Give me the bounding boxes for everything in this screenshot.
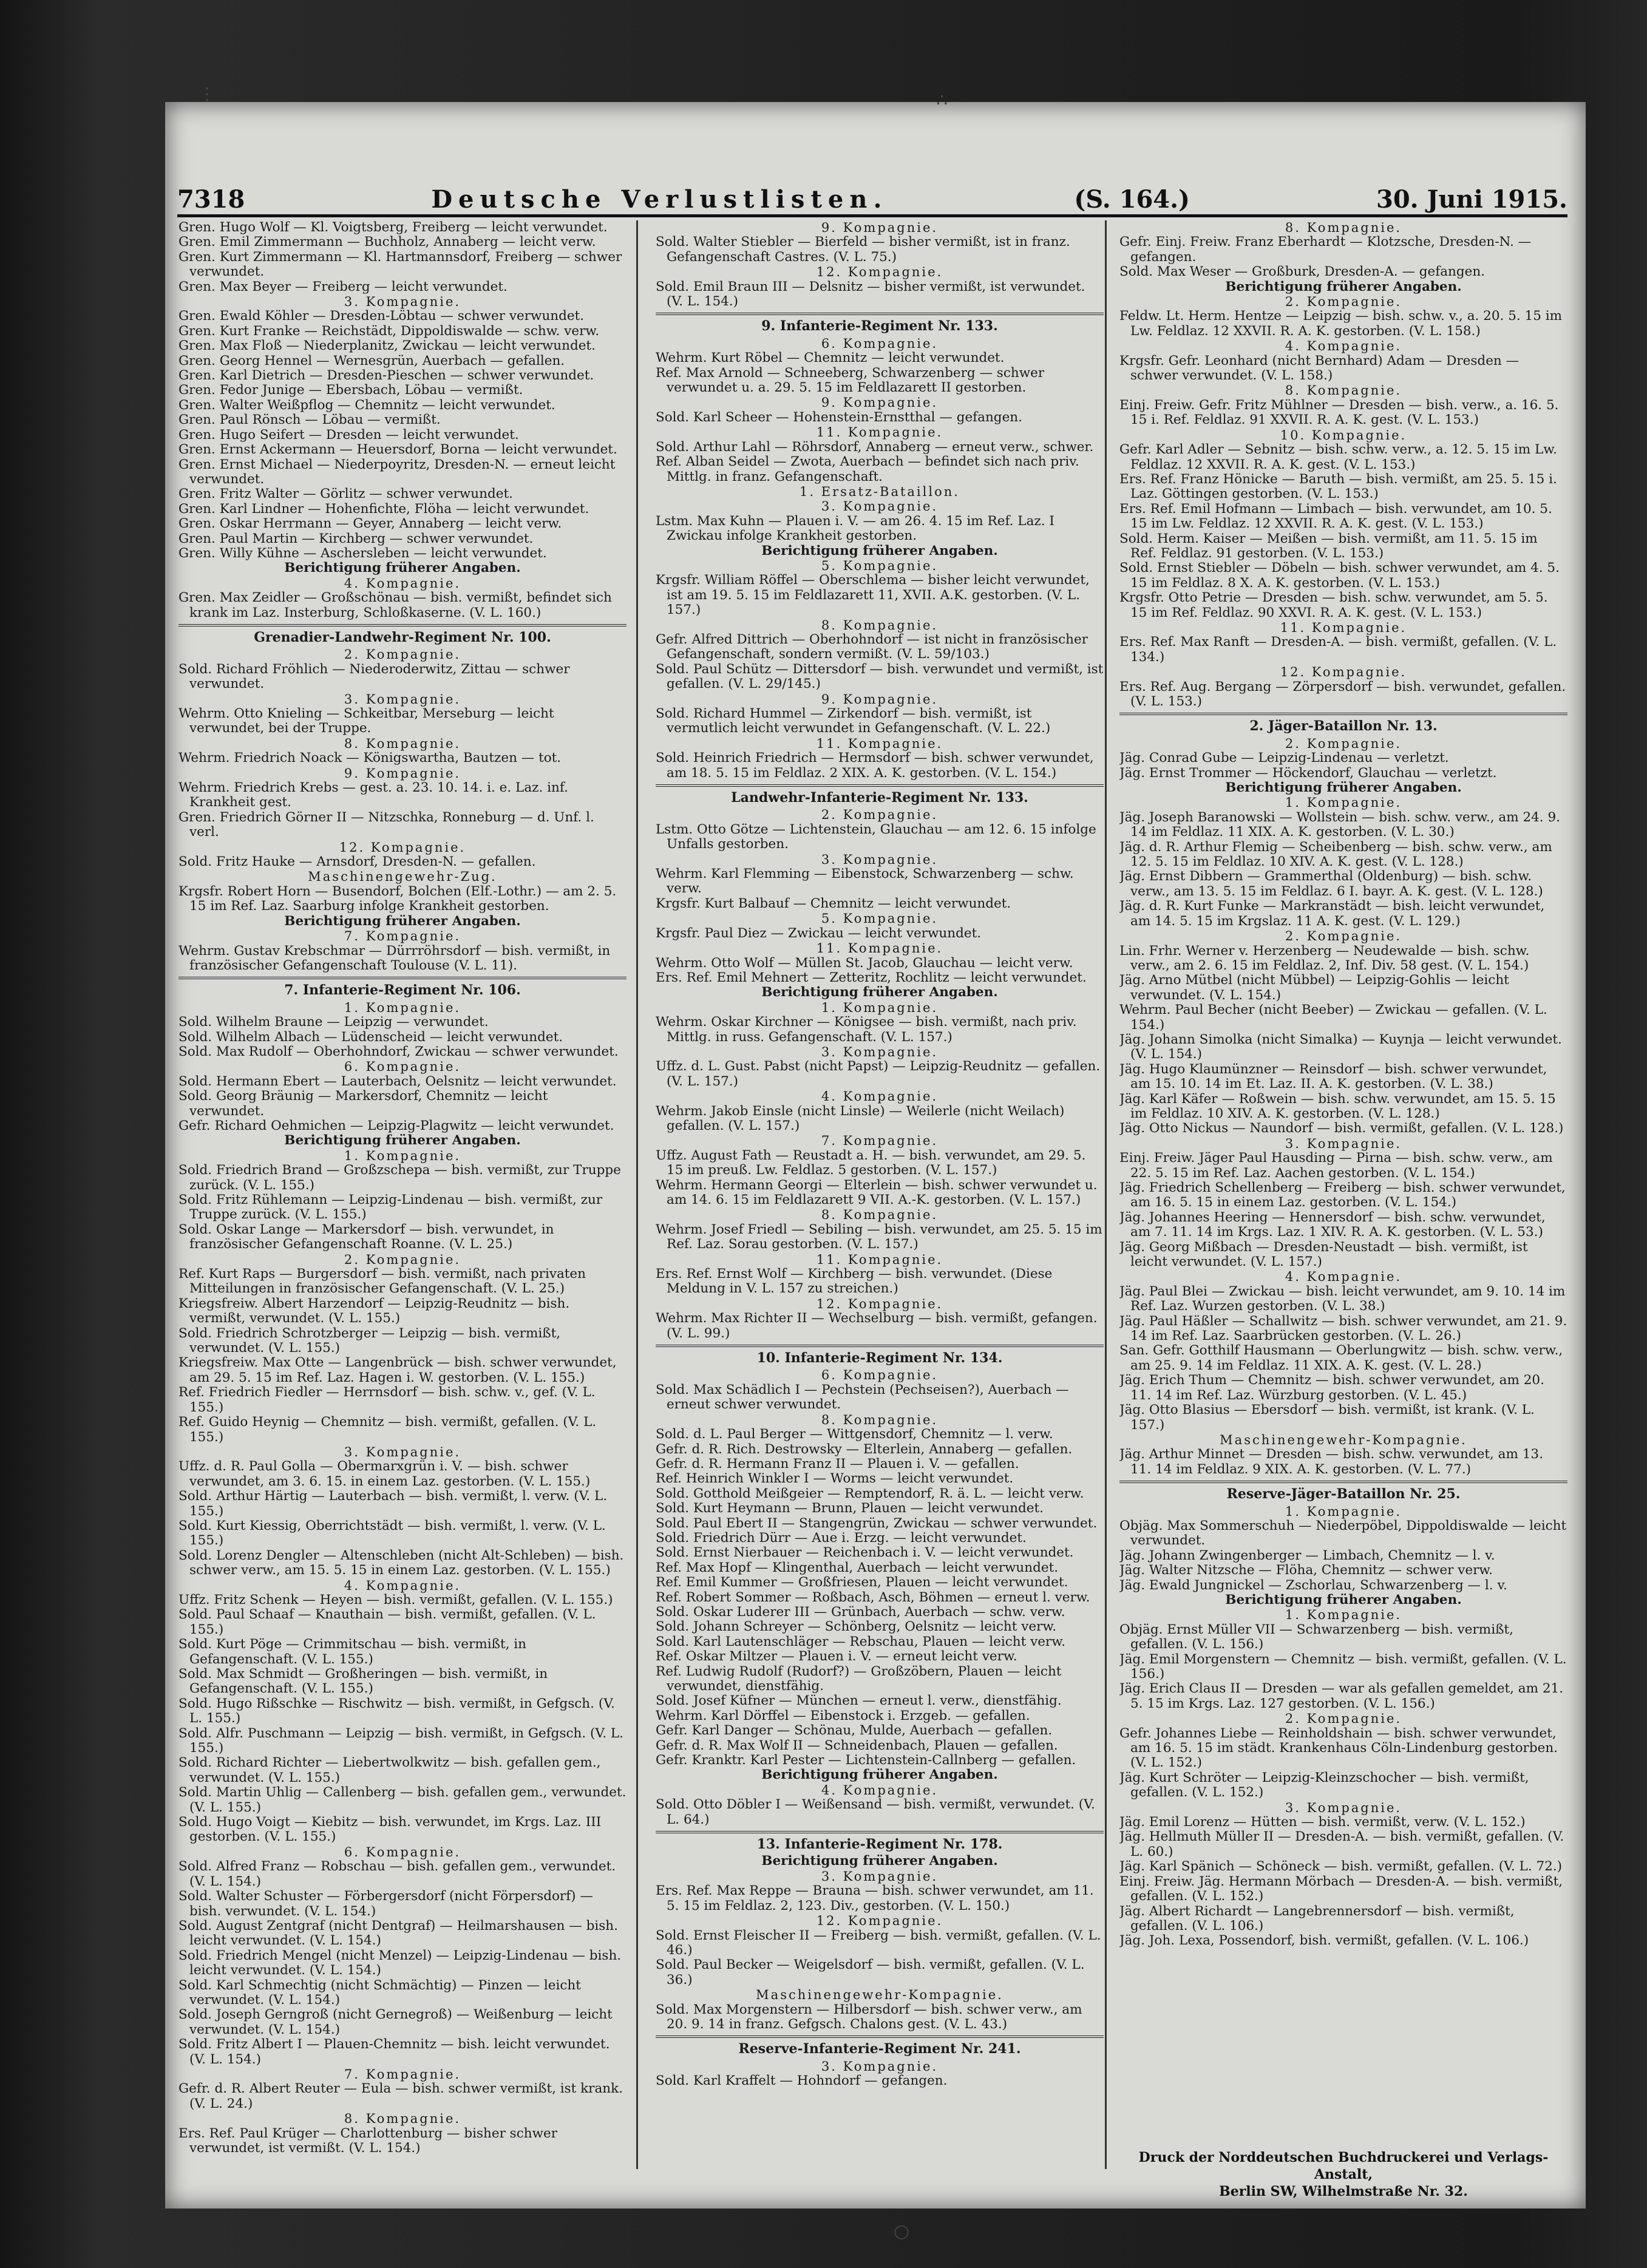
- entry-line: Sold. Hermann Ebert — Lauterbach, Oelsnitz — leicht verwundet.: [178, 1074, 617, 1089]
- entry-line: Gren. Hugo Wolf — Kl. Voigtsberg, Freiberg — leicht verwundet.: [178, 220, 608, 235]
- entry-line: Ers. Ref. Franz Hönicke — Baruth — bish. vermißt, am 25. 5. 15 i. Laz. Göttingen gestorben. (V. L. 153.): [1119, 472, 1557, 502]
- entry-line: Gren. Max Beyer — Freiberg — leicht verwundet.: [178, 279, 508, 294]
- entry-line: Sold. Lorenz Dengler — Altenschleben (nicht Alt-Schleben) — bish. schwer verw., am 15. 5. 15 in einem Laz. gestorben. (V. L. 155.): [178, 1548, 624, 1578]
- company-heading: 4. Kompagnie.: [1285, 1269, 1402, 1285]
- company-heading: 3. Kompagnie.: [821, 1869, 939, 1884]
- entry-line: Gefr. Einj. Freiw. Franz Eberhardt — Klotzsche, Dresden-N. — gefangen.: [1119, 235, 1532, 265]
- company-heading: 12. Kompagnie.: [816, 265, 943, 280]
- entry-line: Gren. Fritz Walter — Görlitz — schwer verwundet.: [178, 487, 513, 502]
- entry-line: Jäg. d. R. Arthur Flemig — Scheibenberg — bish. schw. verw., am 12. 5. 15 im Feldlaz. 10 XIV. A. K. gest. (V. L. 128.): [1119, 840, 1552, 870]
- entry-line: Ref. Friedrich Fiedler — Herrnsdorf — bish. schw. v., gef. (V. L. 155.): [178, 1385, 596, 1415]
- entry-line: Krgsfr. Robert Horn — Busendorf, Bolchen (Elf.-Lothr.) — am 2. 5. 15 im Ref. Laz. Saarburg infolge Krankheit gestorben.: [178, 884, 617, 914]
- entry-line: Gren. Kurt Franke — Reichstädt, Dippoldiswalde — schw. verw.: [178, 324, 600, 339]
- entry-line: Sold. Ernst Fleischer II — Freiberg — bish. vermißt, gefallen. (V. L. 46.): [656, 1928, 1101, 1958]
- entry-line: Gren. Georg Hennel — Wernesgrün, Auerbach — gefallen.: [178, 353, 565, 368]
- entry-line: Ers. Ref. Emil Hofmann — Limbach — bish. verwundet, am 10. 5. 15 im Lw. Feldlaz. 12 XXVII. R. A. K. gest. (V. L. 153.): [1119, 501, 1552, 532]
- section-rule: [1119, 1481, 1567, 1483]
- entry-line: Lstm. Otto Götze — Lichtenstein, Glauchau — am 12. 6. 15 infolge Unfalls gestorben.: [656, 822, 1096, 852]
- entry-line: Sold. Kurt Kiessig, Oberrichtstädt — bish. vermißt, l. verw. (V. L. 155.): [178, 1518, 606, 1549]
- entry-line: Sold. Paul Ebert II — Stangengrün, Zwickau — schwer verwundet.: [656, 1516, 1098, 1531]
- entry-line: Uffz. August Fath — Reustadt a. H. — bish. verwundet, am 29. 5. 15 im preuß. Lw. Feldlaz. 5 gestorben. (V. L. 157.): [656, 1148, 1086, 1178]
- company-heading: 11. Kompagnie.: [1280, 620, 1407, 635]
- entry-line: Sold. Fritz Rühlemann — Leipzig-Lindenau — bish. vermißt, zur Truppe zurück. (V. L. 155.): [178, 1193, 603, 1223]
- entry-line: Sold. Friedrich Mengel (nicht Menzel) — Leipzig-Lindenau — bish. leicht verwundet. (V. L. 154.): [178, 1948, 622, 1978]
- company-heading: 8. Kompagnie.: [344, 736, 461, 751]
- entry-line: Gren. Ernst Ackermann — Heuersdorf, Borna — leicht verwundet.: [178, 443, 617, 458]
- entry-line: Kriegsfreiw. Albert Harzendorf — Leipzig-Reudnitz — bish. vermißt, verwundet. (V. L. 155.): [178, 1296, 570, 1326]
- company-heading: 5. Kompagnie.: [821, 911, 939, 926]
- entry-line: Jäg. Emil Morgenstern — Chemnitz — bish. vermißt, gefallen. (V. L. 156.): [1119, 1652, 1567, 1682]
- entry-line: Sold. Karl Scheer — Hohenstein-Ernstthal — gefangen.: [656, 410, 1022, 425]
- entry-line: Sold. Wilhelm Albach — Lüdenscheid — leicht verwundet.: [178, 1030, 563, 1045]
- entry-line: Gren. Paul Martin — Kirchberg — schwer verwundet.: [178, 531, 534, 546]
- entry-line: Jäg. Erich Claus II — Dresden — war als gefallen gemeldet, am 21. 5. 15 im Krgs. Laz. 127 gestorben. (V. L. 156.): [1119, 1682, 1564, 1711]
- entry-line: Jäg. Walter Nitzsche — Flöha, Chemnitz — schwer verw.: [1119, 1563, 1493, 1578]
- entry-line: Wehrm. Oskar Kirchner — Königsee — bish. vermißt, nach priv. Mittlg. in russ. Gefangenschaft. (V. L. 157.): [656, 1015, 1077, 1045]
- company-heading: 8. Kompagnie.: [821, 1207, 939, 1223]
- unit-heading: Reserve-Jäger-Bataillon Nr. 25.: [1226, 1487, 1461, 1502]
- unit-heading: 13. Infanterie-Regiment Nr. 178.: [756, 1837, 1003, 1852]
- entry-line: Krgsfr. Kurt Balbauf — Chemnitz — leicht verwundet.: [656, 896, 1011, 911]
- entry-line: Jäg. Johannes Heering — Hennersdorf — bish. schw. verwundet, am 7. 11. 14 im Krgs. Laz. 1 XIV. R. A. K. gestorben. (V. L. 53.): [1119, 1210, 1546, 1240]
- entry-line: Wehrm. Jakob Einsle (nicht Linsle) — Weilerle (nicht Weilach) gefallen. (V. L. 157.): [656, 1104, 1065, 1133]
- entry-line: Sold. Friedrich Brand — Großzschepa — bish. vermißt, zur Truppe zurück. (V. L. 155.): [178, 1163, 621, 1193]
- company-heading: 12. Kompagnie.: [1280, 665, 1407, 680]
- company-heading: 3. Kompagnie.: [821, 499, 939, 514]
- entry-line: Wehrm. Gustav Krebschmar — Dürrröhrsdorf — bish. vermißt, in französischer Gefangenschaft Toulouse (V. L. 11).: [178, 943, 611, 973]
- company-heading: 6. Kompagnie.: [344, 1059, 461, 1075]
- entry-line: Gefr. d. R. Rich. Destrowsky — Elterlein, Annaberg — gefallen.: [656, 1442, 1073, 1457]
- unit-heading: Grenadier-Landwehr-Regiment Nr. 100.: [254, 630, 551, 645]
- entry-line: Jäg. Hugo Klaumünzner — Reinsdorf — bish. schwer verwundet, am 15. 10. 14 im Et. Laz. II. A. K. gestorben. (V. L. 38.): [1119, 1062, 1547, 1092]
- company-heading: 3. Kompagnie.: [1285, 1800, 1402, 1815]
- entry-line: Sold. Kurt Pöge — Crimmitschau — bish. vermißt, in Gefangenschaft. (V. L. 155.): [178, 1637, 527, 1667]
- entry-line: Sold. Friedrich Schrotzberger — Leipzig — bish. vermißt, verwundet. (V. L. 155.): [178, 1326, 561, 1356]
- company-heading: 9. Kompagnie.: [821, 220, 939, 235]
- entry-line: Sold. Johann Schreyer — Schönberg, Oelsnitz — leicht verw.: [656, 1620, 1057, 1635]
- company-heading: 1. Kompagnie.: [1285, 795, 1402, 810]
- company-heading: 9. Kompagnie.: [821, 395, 939, 410]
- entry-line: Jäg. Ernst Trommer — Höckendorf, Glauchau — verletzt.: [1119, 766, 1497, 781]
- imprint-line: Druck der Norddeutschen Buchdruckerei und Verlags-Anstalt,: [1138, 2150, 1549, 2182]
- company-heading: 3. Kompagnie.: [821, 1044, 939, 1059]
- section-rule: [1119, 713, 1567, 715]
- entry-line: Lin. Frhr. Werner v. Herzenberg — Neudewalde — bish. schw. verw., am 2. 6. 15 im Feldlaz. 2, Inf. Div. 58 gest. (V. L. 154.): [1119, 943, 1530, 973]
- entry-line: Sold. Paul Schütz — Dittersdorf — bish. verwundet und vermißt, ist gefallen. (V. L. 29/145.): [656, 662, 1104, 692]
- company-heading: 3. Kompagnie.: [344, 294, 461, 310]
- entry-line: Jäg. Otto Blasius — Ebersdorf — bish. vermißt, ist krank. (V. L. 157.): [1119, 1403, 1535, 1433]
- entry-line: Sold. Georg Bräunig — Markersdorf, Chemnitz — leicht verwundet.: [178, 1089, 548, 1119]
- registration-mark: ○: [894, 2221, 910, 2242]
- entry-line: Wehrm. Max Richter II — Wechselburg — bish. vermißt, gefangen. (V. L. 99.): [656, 1311, 1098, 1341]
- corrections-heading: Berichtigung früherer Angaben.: [1225, 1592, 1462, 1608]
- imprint-line: Berlin SW, Wilhelmstraße Nr. 32.: [1219, 2184, 1468, 2199]
- company-heading: 3. Kompagnie.: [821, 852, 939, 867]
- entry-line: Gefr. Johannes Liebe — Reinholdshain — bish. schwer verwundet, am 16. 5. 15 im städt. Krankenhaus Cöln-Lindenburg gestorben. (V. L. 152.): [1119, 1726, 1558, 1771]
- company-heading: 8. Kompagnie.: [821, 617, 939, 633]
- entry-line: Jäg. Karl Spänich — Schöneck — bish. vermißt, gefallen. (V. L. 72.): [1119, 1859, 1563, 1875]
- corrections-heading: Berichtigung früherer Angaben.: [1225, 781, 1462, 796]
- entry-line: Jäg. Georg Mißbach — Dresden-Neustadt — bish. vermißt, ist leicht verwundet. (V. L. 157.): [1119, 1240, 1528, 1270]
- entry-line: Wehrm. Karl Dörffel — Eibenstock i. Erzgeb. — gefallen.: [656, 1708, 1030, 1723]
- company-heading: 6. Kompagnie.: [344, 1844, 461, 1859]
- entry-line: Sold. August Zentgraf (nicht Dentgraf) — Heilmarshausen — bish. leicht verwundet. (V. L. 154.): [178, 1918, 618, 1949]
- company-heading: 4. Kompagnie.: [1285, 339, 1402, 354]
- section-rule: [656, 313, 1104, 315]
- entry-line: Jäg. d. R. Kurt Funke — Markranstädt — bish. leicht verwundet, am 14. 5. 15 im Krgslaz. 11 A. K. gest. (V. L. 129.): [1119, 899, 1545, 929]
- entry-line: Sold. Max Schädlich I — Pechstein (Pechseisen?), Auerbach — erneut schwer verwundet.: [656, 1382, 1069, 1413]
- entry-line: Sold. Walter Stiebler — Bierfeld — bisher vermißt, ist in franz. Gefangenschaft Castres. (V. L. 75.): [656, 235, 1070, 265]
- entry-line: Ref. Max Arnold — Schneeberg, Schwarzenberg — schwer verwundet u. a. 29. 5. 15 im Feldlazarett II gestorben.: [656, 365, 1045, 396]
- entry-line: Sold. Wilhelm Braune — Leipzig — verwundet.: [178, 1015, 489, 1030]
- company-heading: 6. Kompagnie.: [821, 336, 939, 351]
- entry-line: Jäg. Erich Thum — Chemnitz — bish. schwer verwundet, am 20. 11. 14 im Ref. Laz. Würzburg gestorben. (V. L. 45.): [1119, 1373, 1544, 1403]
- entry-line: Gefr. d. R. Max Wolf II — Schneidenbach, Plauen — gefallen.: [656, 1738, 1058, 1753]
- entry-line: Ers. Ref. Max Ranft — Dresden-A. — bish. vermißt, gefallen. (V. L. 134.): [1119, 635, 1557, 665]
- entry-line: Wehrm. Karl Flemming — Eibenstock, Schwarzenberg — schw. verw.: [656, 867, 1074, 897]
- entry-line: Objäg. Max Sommerschuh — Niederpöbel, Dippoldiswalde — leicht verwundet.: [1119, 1518, 1567, 1549]
- entry-line: Ref. Kurt Raps — Burgersdorf — bish. vermißt, nach privaten Mitteilungen in französischer Gefangenschaft. (V. L. 25.): [178, 1267, 586, 1297]
- corrections-heading: Berichtigung früherer Angaben.: [284, 1133, 521, 1149]
- company-heading: Maschinengewehr-Kompagnie.: [1220, 1432, 1467, 1447]
- unit-heading: 7. Infanterie-Regiment Nr. 106.: [284, 983, 521, 998]
- entry-line: Sold. Martin Uhlig — Callenberg — bish. gefallen gem., verwundet. (V. L. 155.): [178, 1785, 627, 1815]
- entry-line: Gren. Karl Dietrich — Dresden-Pieschen — schwer verwundet.: [178, 368, 594, 384]
- entry-line: Sold. Hugo Rißschke — Rischwitz — bish. vermißt, in Gefgsch. (V. L. 155.): [178, 1696, 615, 1726]
- entry-line: Gren. Willy Kühne — Aschersleben — leicht verwundet.: [178, 546, 547, 561]
- entry-line: Jäg. Arthur Minnet — Dresden — bish. schw. verwundet, am 13. 11. 14 im Feldlaz. 9 XIX. A. K. gestorben. (V. L. 77.): [1119, 1447, 1543, 1477]
- unit-heading: Landwehr-Infanterie-Regiment Nr. 133.: [731, 790, 1028, 806]
- company-heading: 7. Kompagnie.: [344, 929, 461, 944]
- entry-line: San. Gefr. Gotthilf Hausmann — Oberlungwitz — bish. schw. verw., am 25. 9. 14 im Feldlaz. 11 XIX. A. K. gest. (V. L. 28.): [1119, 1343, 1563, 1373]
- entry-line: Sold. Emil Braun III — Delsnitz — bisher vermißt, ist verwundet. (V. L. 154.): [656, 279, 1085, 310]
- entry-line: Wehrm. Friedrich Noack — Königswartha, Bautzen — tot.: [178, 751, 562, 766]
- entry-line: Wehrm. Paul Becher (nicht Beeber) — Zwickau — gefallen. (V. L. 154.): [1119, 1003, 1547, 1033]
- company-heading: 4. Kompagnie.: [821, 1782, 939, 1798]
- entry-line: Ref. Emil Kummer — Großfriesen, Plauen — leicht verwundet.: [656, 1575, 1068, 1591]
- entry-line: Krgsfr. Otto Petrie — Dresden — bish. schw. verwundet, am 5. 5. 15 im Ref. Feldlaz. 90 XXVI. R. A. K. gest. (V. L. 153.): [1119, 591, 1548, 620]
- entry-line: Wehrm. Josef Friedl — Sebiling — bish. verwundet, am 25. 5. 15 im Ref. Laz. Sorau gestorben. (V. L. 157.): [656, 1222, 1102, 1252]
- entry-line: Sold. Richard Fröhlich — Niederoderwitz, Zittau — schwer verwundet.: [178, 662, 570, 692]
- company-heading: 4. Kompagnie.: [344, 1578, 461, 1593]
- entry-line: Wehrm. Hermann Georgi — Elterlein — bish. schwer verwundet u. am 14. 6. 15 im Feldlazarett 9 VII. A.-K. gestorben. (V. L. 157.): [656, 1178, 1098, 1207]
- entry-line: Gefr. d. R. Hermann Franz II — Plauen i. V. — gefallen.: [656, 1456, 1019, 1472]
- corrections-heading: Berichtigung früherer Angaben.: [761, 985, 998, 1000]
- entry-line: Jäg. Johann Zwingenberger — Limbach, Chemnitz — l. v.: [1119, 1548, 1495, 1563]
- company-heading: 11. Kompagnie.: [816, 425, 943, 440]
- entry-line: Ers. Ref. Ernst Wolf — Kirchberg — bish. verwundet. (Diese Meldung in V. L. 157 zu streichen.): [656, 1267, 1053, 1297]
- entry-line: Sold. Otto Döbler I — Weißensand — bish. vermißt, verwundet. (V. L. 64.): [656, 1798, 1095, 1827]
- entry-line: Gefr. Kranktr. Karl Pester — Lichtenstein-Callnberg — gefallen.: [656, 1753, 1076, 1768]
- company-heading: 2. Kompagnie.: [1285, 1711, 1402, 1726]
- section-rule: [656, 2035, 1104, 2038]
- company-heading: 1. Kompagnie.: [1285, 1504, 1402, 1519]
- entry-line: Einj. Freiw. Jäger Paul Hausding — Pirna — bish. schw. verw., am 22. 5. 15 im Ref. Laz. Aachen gestorben. (V. L. 154.): [1119, 1151, 1553, 1181]
- text-column-1: [178, 220, 627, 2169]
- entry-line: Objäg. Ernst Müller VII — Schwarzenberg — bish. vermißt, gefallen. (V. L. 156.): [1119, 1622, 1513, 1652]
- entry-line: Sold. Arthur Härtig — Lauterbach — bish. vermißt, l. verw. (V. L. 155.): [178, 1489, 608, 1519]
- entry-line: Gefr. d. R. Albert Reuter — Eula — bish. schwer vermißt, ist krank. (V. L. 24.): [178, 2082, 623, 2111]
- entry-line: Ref. Heinrich Winkler I — Worms — leicht verwundet.: [656, 1472, 1014, 1487]
- entry-line: Sold. Paul Becker — Weigelsdorf — bish. vermißt, gefallen. (V. L. 36.): [656, 1958, 1085, 1988]
- entry-line: Sold. Arthur Lahl — Röhrsdorf, Annaberg — erneut verw., schwer.: [656, 440, 1094, 455]
- company-heading: 7. Kompagnie.: [344, 2066, 461, 2082]
- entry-line: Sold. Max Rudolf — Oberhohndorf, Zwickau — schwer verwundet.: [178, 1044, 619, 1059]
- text-column-2: [656, 220, 1104, 2169]
- company-heading: 9. Kompagnie.: [344, 766, 461, 781]
- company-heading: 12. Kompagnie.: [816, 1296, 943, 1311]
- corrections-heading: Berichtigung früherer Angaben.: [1225, 279, 1462, 294]
- entry-line: Sold. d. L. Paul Berger — Wittgensdorf, Chemnitz — l. verw.: [656, 1427, 1053, 1442]
- unit-heading: 10. Infanterie-Regiment Nr. 134.: [756, 1351, 1003, 1366]
- entry-line: Jäg. Paul Blei — Zwickau — bish. leicht verwundet, am 9. 10. 14 im Ref. Laz. Wurzen gestorben. (V. L. 38.): [1119, 1284, 1566, 1314]
- entry-line: Sold. Walter Schuster — Förbergersdorf (nicht Förpersdorf) — bish. verwundet. (V. L. 154.): [178, 1889, 593, 1919]
- company-heading: 1. Kompagnie.: [1285, 1608, 1402, 1623]
- entry-line: Jäg. Karl Käfer — Roßwein — bish. schw. verwundet, am 15. 5. 15 im Feldlaz. 10 XIV. A. K. gestorben. (V. L. 128.): [1119, 1092, 1556, 1121]
- entry-line: Gren. Walter Weißpflog — Chemnitz — leicht verwundet.: [178, 398, 555, 413]
- entry-line: Ers. Ref. Paul Krüger — Charlottenburg — bisher schwer verwundet, ist vermißt. (V. L. 154.): [178, 2126, 558, 2156]
- entry-line: Sold. Friedrich Dürr — Aue i. Erzg. — leicht verwundet.: [656, 1530, 1027, 1546]
- company-heading: 7. Kompagnie.: [821, 1133, 939, 1149]
- entry-line: Sold. Ernst Nierbauer — Reichenbach i. V. — leicht verwundet.: [656, 1546, 1074, 1561]
- column-divider: [1105, 220, 1107, 2169]
- entry-line: Gren. Paul Rönsch — Löbau — vermißt.: [178, 413, 441, 428]
- entry-line: Krgsfr. William Röffel — Oberschlema — bisher leicht verwundet, ist am 19. 5. 15 im Feldlazarett 11, XVII. A.K. gestorben. (V. L. 157.): [656, 573, 1090, 618]
- company-heading: 8. Kompagnie.: [344, 2111, 461, 2127]
- entry-line: Jäg. Kurt Schröter — Leipzig-Kleinzschocher — bish. vermißt, gefallen. (V. L. 152.): [1119, 1770, 1529, 1801]
- entry-line: Gefr. Richard Oehmichen — Leipzig-Plagwitz — leicht verwundet.: [178, 1118, 614, 1133]
- corrections-heading: Berichtigung früherer Angaben.: [284, 561, 521, 576]
- entry-line: Ref. Robert Sommer — Roßbach, Asch, Böhmen — erneut l. verw.: [656, 1590, 1090, 1605]
- section-rule: [178, 624, 627, 626]
- entry-line: Sold. Karl Kraffelt — Hohndorf — gefangen.: [656, 2074, 948, 2089]
- page-number: 7318: [177, 185, 245, 214]
- unit-heading: 9. Infanterie-Regiment Nr. 133.: [761, 319, 998, 334]
- entry-line: Ref. Oskar Miltzer — Plauen i. V. — erneut leicht verw.: [656, 1649, 1017, 1665]
- company-heading: 11. Kompagnie.: [816, 1252, 943, 1267]
- corrections-heading: Berichtigung früherer Angaben.: [761, 1768, 998, 1783]
- issue-date: 30. Juni 1915.: [1376, 185, 1567, 214]
- entry-line: Ers. Ref. Aug. Bergang — Zörpersdorf — bish. verwundet, gefallen. (V. L. 153.): [1119, 679, 1566, 709]
- entry-line: Lstm. Max Kuhn — Plauen i. V. — am 26. 4. 15 im Ref. Laz. I Zwickau infolge Krankheit gestorben.: [656, 514, 1054, 544]
- entry-line: Sold. Josef Küfner — München — erneut l. verw., dienstfähig.: [656, 1694, 1062, 1709]
- section-rule: [656, 1345, 1104, 1347]
- company-heading: 2. Kompagnie.: [1285, 929, 1402, 944]
- registration-mark: ∴: [936, 90, 948, 111]
- entry-line: Jäg. Otto Nickus — Naundorf — bish. vermißt, gefallen. (V. L. 128.): [1119, 1121, 1564, 1136]
- printer-imprint: [1119, 2149, 1567, 2200]
- entry-line: Sold. Kurt Heymann — Brunn, Plauen — leicht verwundet.: [656, 1501, 1044, 1516]
- section-rule: [178, 977, 627, 979]
- company-heading: 1. Kompagnie.: [344, 1000, 461, 1015]
- entry-line: Ref. Ludwig Rudolf (Rudorf?) — Großzöbern, Plauen — leicht verwundet, dienstfähig.: [656, 1664, 1062, 1694]
- entry-line: Gren. Ewald Köhler — Dresden-Löbtau — schwer verwundet.: [178, 309, 585, 324]
- company-heading: 1. Kompagnie.: [344, 1148, 461, 1163]
- entry-line: Wehrm. Kurt Röbel — Chemnitz — leicht verwundet.: [656, 351, 1005, 366]
- entry-line: Jäg. Paul Häßler — Schallwitz — bish. schwer verwundet, am 21. 9. 14 im Ref. Laz. Saarbrücken gestorben. (V. L. 26.): [1119, 1314, 1567, 1344]
- entry-line: Sold. Karl Schmechtig (nicht Schmächtig) — Pinzen — leicht verwundet. (V. L. 154.): [178, 1978, 581, 2008]
- entry-line: Jäg. Joseph Baranowski — Wollstein — bish. schw. verw., am 24. 9. 14 im Feldlaz. 11 XIX. A. K. gestorben. (V. L. 30.): [1119, 810, 1560, 840]
- entry-line: Wehrm. Otto Wolf — Müllen St. Jacob, Glauchau — leicht verw.: [656, 956, 1073, 971]
- corrections-heading: Berichtigung früherer Angaben.: [284, 914, 521, 929]
- entry-line: Sold. Heinrich Friedrich — Hermsdorf — bish. schwer verwundet, am 18. 5. 15 im Feldlaz. 2 XIX. A. K. gestorben. (V. L. 154.): [656, 751, 1094, 781]
- company-heading: 6. Kompagnie.: [821, 1368, 939, 1383]
- entry-line: Ers. Ref. Max Reppe — Brauna — bish. schwer verwundet, am 11. 5. 15 im Feldlaz. 2, 123. Div., gestorben. (V. L. 150.): [656, 1884, 1094, 1913]
- entry-line: Gren. Friedrich Görner II — Nitzschka, Ronneburg — d. Unf. l. verl.: [178, 810, 594, 840]
- entry-line: Sold. Max Weser — Großburk, Dresden-A. — gefangen.: [1119, 265, 1486, 280]
- entry-line: Sold. Oskar Lange — Markersdorf — bish. verwundet, in französischer Gefangenschaft Roanne. (V. L. 25.): [178, 1222, 554, 1252]
- entry-line: Feldw. Lt. Herm. Hentze — Leipzig — bish. schw. v., a. 20. 5. 15 im Lw. Feldlaz. 12 XXVII. R. A. K. gestorben. (V. L. 158.): [1119, 309, 1563, 339]
- entry-line: Uffz. d. L. Gust. Pabst (nicht Papst) — Leipzig-Reudnitz — gefallen. (V. L. 157.): [656, 1059, 1101, 1089]
- company-heading: 3. Kompagnie.: [344, 1444, 461, 1459]
- company-heading: 3. Kompagnie.: [1285, 1136, 1402, 1151]
- entry-line: Gren. Kurt Zimmermann — Kl. Hartmannsdorf, Freiberg — schwer verwundet.: [178, 250, 622, 280]
- entry-line: Ers. Ref. Emil Mehnert — Zetteritz, Rochlitz — leicht verwundet.: [656, 970, 1087, 985]
- entry-line: Jäg. Joh. Lexa, Possendorf, bish. vermißt, gefallen. (V. L. 106.): [1119, 1934, 1529, 1949]
- entry-line: Jäg. Arno Mütbel (nicht Mübbel) — Leipzig-Gohlis — leicht verwundet. (V. L. 154.): [1119, 973, 1509, 1003]
- entry-line: Ref. Max Hopf — Klingenthal, Auerbach — leicht verwundet.: [656, 1560, 1059, 1575]
- unit-heading: 2. Jäger-Bataillon Nr. 13.: [1249, 719, 1438, 734]
- entry-line: Jäg. Hellmuth Müller II — Dresden-A. — bish. vermißt, gefallen. (V. L. 60.): [1119, 1830, 1564, 1859]
- entry-line: Ref. Guido Heynig — Chemnitz — bish. vermißt, gefallen. (V. L. 155.): [178, 1415, 597, 1445]
- entry-line: Jäg. Ewald Jungnickel — Zschorlau, Schwarzenberg — l. v.: [1119, 1578, 1507, 1593]
- company-heading: 2. Kompagnie.: [344, 1252, 461, 1267]
- issue-number: (S. 164.): [1074, 185, 1190, 214]
- entry-line: Gren. Max Zeidler — Großschönau — bish. vermißt, befindet sich krank im Laz. Insterburg, Schloßkaserne. (V. L. 160.): [178, 591, 612, 620]
- unit-heading: Reserve-Infanterie-Regiment Nr. 241.: [738, 2042, 1021, 2057]
- page-header: [177, 178, 1567, 217]
- entry-line: Ref. Alban Seidel — Zwota, Auerbach — befindet sich nach priv. Mittlg. in franz. Gefangenschaft.: [656, 455, 1079, 484]
- company-heading: 5. Kompagnie.: [821, 558, 939, 573]
- entry-line: Jäg. Friedrich Schellenberg — Freiberg — bish. schwer verwundet, am 16. 5. 15 in einem Laz. gestorben. (V. L. 154.): [1119, 1181, 1566, 1210]
- company-heading: 8. Kompagnie.: [1285, 220, 1402, 235]
- company-heading: 12. Kompagnie.: [816, 1913, 943, 1929]
- company-heading: 4. Kompagnie.: [344, 575, 461, 591]
- entry-line: Sold. Fritz Albert I — Plauen-Chemnitz — bish. leicht verwundet. (V. L. 154.): [178, 2037, 610, 2067]
- company-heading: 11. Kompagnie.: [816, 941, 943, 956]
- entry-line: Sold. Hugo Voigt — Kiebitz — bish. verwundet, im Krgs. Laz. III gestorben. (V. L. 155.): [178, 1815, 602, 1845]
- newspaper-page: [165, 84, 1586, 2242]
- entry-line: Sold. Paul Schaaf — Knauthain — bish. vermißt, gefallen. (V. L. 155.): [178, 1608, 596, 1637]
- entry-line: Gren. Max Floß — Niederplanitz, Zwickau — leicht verwundet.: [178, 339, 596, 354]
- entry-line: Gren. Hugo Seifert — Dresden — leicht verwundet.: [178, 427, 519, 443]
- entry-line: Gren. Oskar Herrmann — Geyer, Annaberg — leicht verw.: [178, 517, 562, 532]
- section-rule: [656, 784, 1104, 787]
- company-heading: Maschinengewehr-Zug.: [308, 869, 497, 884]
- company-heading: 1. Ersatz-Bataillon.: [800, 484, 960, 499]
- company-heading: 4. Kompagnie.: [821, 1089, 939, 1104]
- entry-line: Sold. Gotthold Meißgeier — Remptendorf, R. ä. L. — leicht verw.: [656, 1486, 1084, 1501]
- entry-line: Uffz. d. R. Paul Golla — Obermarxgrün i. V. — bish. schwer verwundet, am 3. 6. 15. in einem Laz. gestorben. (V. L. 155.): [178, 1459, 591, 1489]
- entry-line: Wehrm. Friedrich Krebs — gest. a. 23. 10. 14. i. e. Laz. inf. Krankheit gest.: [178, 781, 568, 810]
- column-divider: [636, 220, 638, 2169]
- entry-line: Sold. Karl Lautenschläger — Rebschau, Plauen — leicht verw.: [656, 1634, 1065, 1649]
- company-heading: 2. Kompagnie.: [1285, 294, 1402, 310]
- company-heading: 3. Kompagnie.: [344, 691, 461, 707]
- company-heading: 1. Kompagnie.: [821, 1000, 939, 1015]
- section-rule: [656, 1831, 1104, 1833]
- company-heading: 8. Kompagnie.: [821, 1412, 939, 1427]
- entry-line: Sold. Ernst Stiebler — Döbeln — bish. schwer verwundet, am 4. 5. 15 im Feldlaz. 8 X. A. K. gestorben. (V. L. 153.): [1119, 561, 1560, 591]
- entry-line: Jäg. Emil Lorenz — Hütten — bish. vermißt, verw. (V. L. 152.): [1119, 1815, 1526, 1830]
- company-heading: Maschinengewehr-Kompagnie.: [756, 1988, 1003, 2003]
- entry-line: Gren. Fedor Junige — Ebersbach, Löbau — vermißt.: [178, 383, 523, 398]
- company-heading: 3. Kompagnie.: [821, 2059, 939, 2074]
- text-column-3: [1119, 220, 1567, 2169]
- corrections-heading: Berichtigung früherer Angaben.: [761, 543, 998, 559]
- entry-line: Gefr. Karl Adler — Sebnitz — bish. schw. verw., a. 12. 5. 15 im Lw. Feldlaz. 12 XXVII. R. A. K. gest. (V. L. 153.): [1119, 443, 1557, 472]
- entry-line: Kriegsfreiw. Max Otte — Langenbrück — bish. schwer verwundet, am 29. 5. 15 im Ref. Laz. Hagen i. W. gestorben. (V. L. 155.): [178, 1356, 617, 1385]
- entry-line: Krgsfr. Paul Diez — Zwickau — leicht verwundet.: [656, 926, 982, 941]
- entry-line: Sold. Richard Richter — Liebertwolkwitz — bish. gefallen gem., verwundet. (V. L. 155.): [178, 1756, 601, 1785]
- entry-line: Gren. Emil Zimmermann — Buchholz, Annaberg — leicht verw.: [178, 235, 596, 250]
- entry-line: Gefr. Karl Danger — Schönau, Mulde, Auerbach — gefallen.: [656, 1723, 1053, 1739]
- entry-line: Einj. Freiw. Gefr. Fritz Mühlner — Dresden — bish. verw., a. 16. 5. 15 i. Ref. Feldlaz. 91 XXVII. R. A. K. gest. (V. L. 153.): [1119, 398, 1559, 428]
- entry-line: Sold. Oskar Luderer III — Grünbach, Auerbach — schw. verw.: [656, 1604, 1065, 1620]
- entry-line: Gren. Ernst Michael — Niederpoyritz, Dresden-N. — erneut leicht verwundet.: [178, 457, 616, 487]
- entry-line: Sold. Max Schmidt — Großheringen — bish. vermißt, in Gefangenschaft. (V. L. 155.): [178, 1667, 548, 1697]
- registration-mark: ⋮: [199, 84, 216, 104]
- company-heading: 8. Kompagnie.: [1285, 383, 1402, 398]
- company-heading: 12. Kompagnie.: [339, 840, 466, 855]
- publication-title: Deutsche Verlustlisten.: [431, 185, 888, 214]
- entry-line: Gefr. Alfred Dittrich — Oberhohndorf — ist nicht in französischer Gefangenschaft, sondern vermißt. (V. L. 59/103.): [656, 632, 1088, 662]
- company-heading: 9. Kompagnie.: [821, 691, 939, 707]
- entry-line: Jäg. Johann Simolka (nicht Simalka) — Kuynja — leicht verwundet. (V. L. 154.): [1119, 1032, 1562, 1062]
- entry-line: Sold. Alfr. Puschmann — Leipzig — bish. vermißt, in Gefgsch. (V. L. 155.): [178, 1726, 623, 1756]
- entry-line: Wehrm. Otto Knieling — Schkeitbar, Merseburg — leicht verwundet, bei der Truppe.: [178, 707, 554, 736]
- entry-line: Uffz. Fritz Schenk — Heyen — bish. vermißt, gefallen. (V. L. 155.): [178, 1592, 613, 1608]
- entry-line: Jäg. Ernst Dibbern — Grammerthal (Oldenburg) — bish. schw. verw., am 13. 5. 15 im Feldlaz. 6 I. bayr. A. K. gest. (V. L. 128.): [1119, 869, 1543, 899]
- entry-line: Sold. Herm. Kaiser — Meißen — bish. vermißt, am 11. 5. 15 im Ref. Feldlaz. 91 gestorben. (V. L. 153.): [1119, 531, 1538, 561]
- corrections-heading: Berichtigung früherer Angaben.: [761, 1854, 998, 1869]
- company-heading: 2. Kompagnie.: [344, 647, 461, 662]
- entry-line: Einj. Freiw. Jäg. Hermann Mörbach — Dresden-A. — bish. vermißt, gefallen. (V. L. 152.): [1119, 1874, 1563, 1904]
- entry-line: Gren. Karl Lindner — Hohenfichte, Flöha — leicht verwundet.: [178, 501, 589, 517]
- company-heading: 10. Kompagnie.: [1280, 427, 1407, 443]
- company-heading: 11. Kompagnie.: [816, 736, 943, 751]
- entry-line: Sold. Fritz Hauke — Arnsdorf, Dresden-N. — gefallen.: [178, 855, 536, 870]
- entry-line: Jäg. Conrad Gube — Leipzig-Lindenau — verletzt.: [1119, 751, 1449, 766]
- entry-line: Sold. Max Morgenstern — Hilbersdorf — bish. schwer verw., am 20. 9. 14 in franz. Gefgsch. Chalons gest. (V. L. 43.): [656, 2002, 1082, 2032]
- company-heading: 2. Kompagnie.: [1285, 736, 1402, 751]
- entry-line: Sold. Joseph Gerngroß (nicht Gernegroß) — Weißenburg — leicht verwundet. (V. L. 154.): [178, 2008, 613, 2037]
- entry-line: Sold. Alfred Franz — Robschau — bish. gefallen gem., verwundet. (V. L. 154.): [178, 1859, 616, 1889]
- entry-line: Krgsfr. Gefr. Leonhard (nicht Bernhard) Adam — Dresden — schwer verwundet. (V. L. 158.): [1119, 353, 1520, 384]
- entry-line: Sold. Richard Hummel — Zirkendorf — bish. vermißt, ist vermutlich leicht verwundet in Gefangenschaft. (V. L. 22.): [656, 707, 1051, 736]
- company-heading: 2. Kompagnie.: [821, 807, 939, 823]
- entry-line: Jäg. Albert Richardt — Langebrennersdorf — bish. vermißt, gefallen. (V. L. 106.): [1119, 1904, 1515, 1934]
